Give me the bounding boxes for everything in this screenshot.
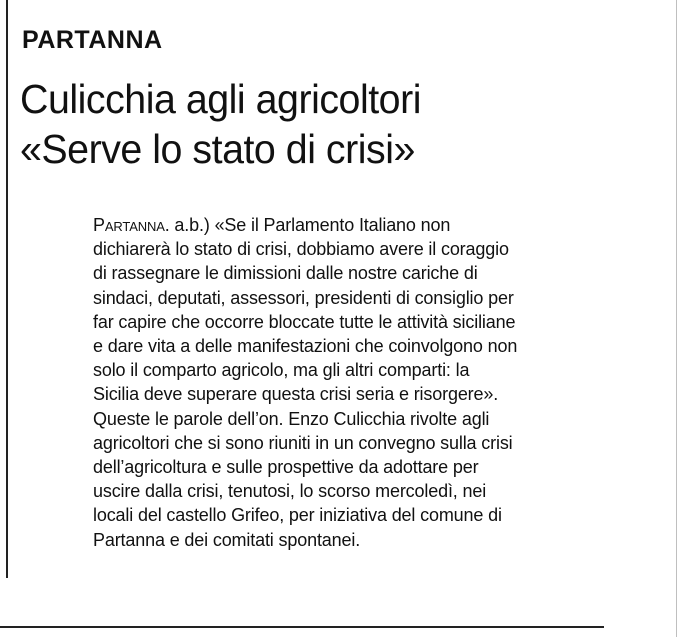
headline-line-1: Culicchia agli agricoltori <box>20 76 421 122</box>
body-line: far capire che occorre bloccate tutte le attività siciliane <box>93 311 516 332</box>
body-line: solo il comparto agricolo, ma gli altri comparti: la <box>93 360 470 381</box>
body-line: e dare vita a delle manifestazioni che coinvolgono non <box>93 336 518 357</box>
body-line: dell’agricoltura e sulle prospettive da adottare per <box>93 457 479 478</box>
article-headline <box>20 74 596 174</box>
bottom-rule <box>0 626 604 628</box>
body-line: agricoltori che si sono riuniti in un convegno sulla crisi <box>93 432 513 453</box>
left-column-rule <box>6 0 8 578</box>
body-line: Partanna e dei comitati spontanei. <box>93 529 361 550</box>
dateline: Partanna <box>93 215 165 235</box>
body-line: Queste le parole dell’on. Enzo Culicchia rivolte agli <box>93 408 490 429</box>
body-line: sindaci, deputati, assessori, presidenti di consiglio per <box>93 287 514 308</box>
right-page-edge <box>676 0 677 637</box>
body-first-line-text: «Se il Parlamento Italiano non <box>214 215 451 235</box>
body-line: Sicilia deve superare questa crisi seria e risorgere». <box>93 384 499 405</box>
byline: . a.b.) <box>164 215 215 235</box>
body-first-line <box>93 213 613 237</box>
body-line: locali del castello Grifeo, per iniziativa del comune di <box>93 505 502 526</box>
headline-line-2: «Serve lo stato di crisi» <box>20 126 415 172</box>
body-line: dichiarerà lo stato di crisi, dobbiamo avere il coraggio <box>93 239 509 260</box>
body-line: uscire dalla crisi, tenutosi, lo scorso mercoledì, nei <box>93 481 487 502</box>
body-line: di rassegnare le dimissioni dalle nostre cariche di <box>93 263 478 284</box>
article-body <box>93 213 613 552</box>
section-kicker: PARTANNA <box>22 26 163 54</box>
